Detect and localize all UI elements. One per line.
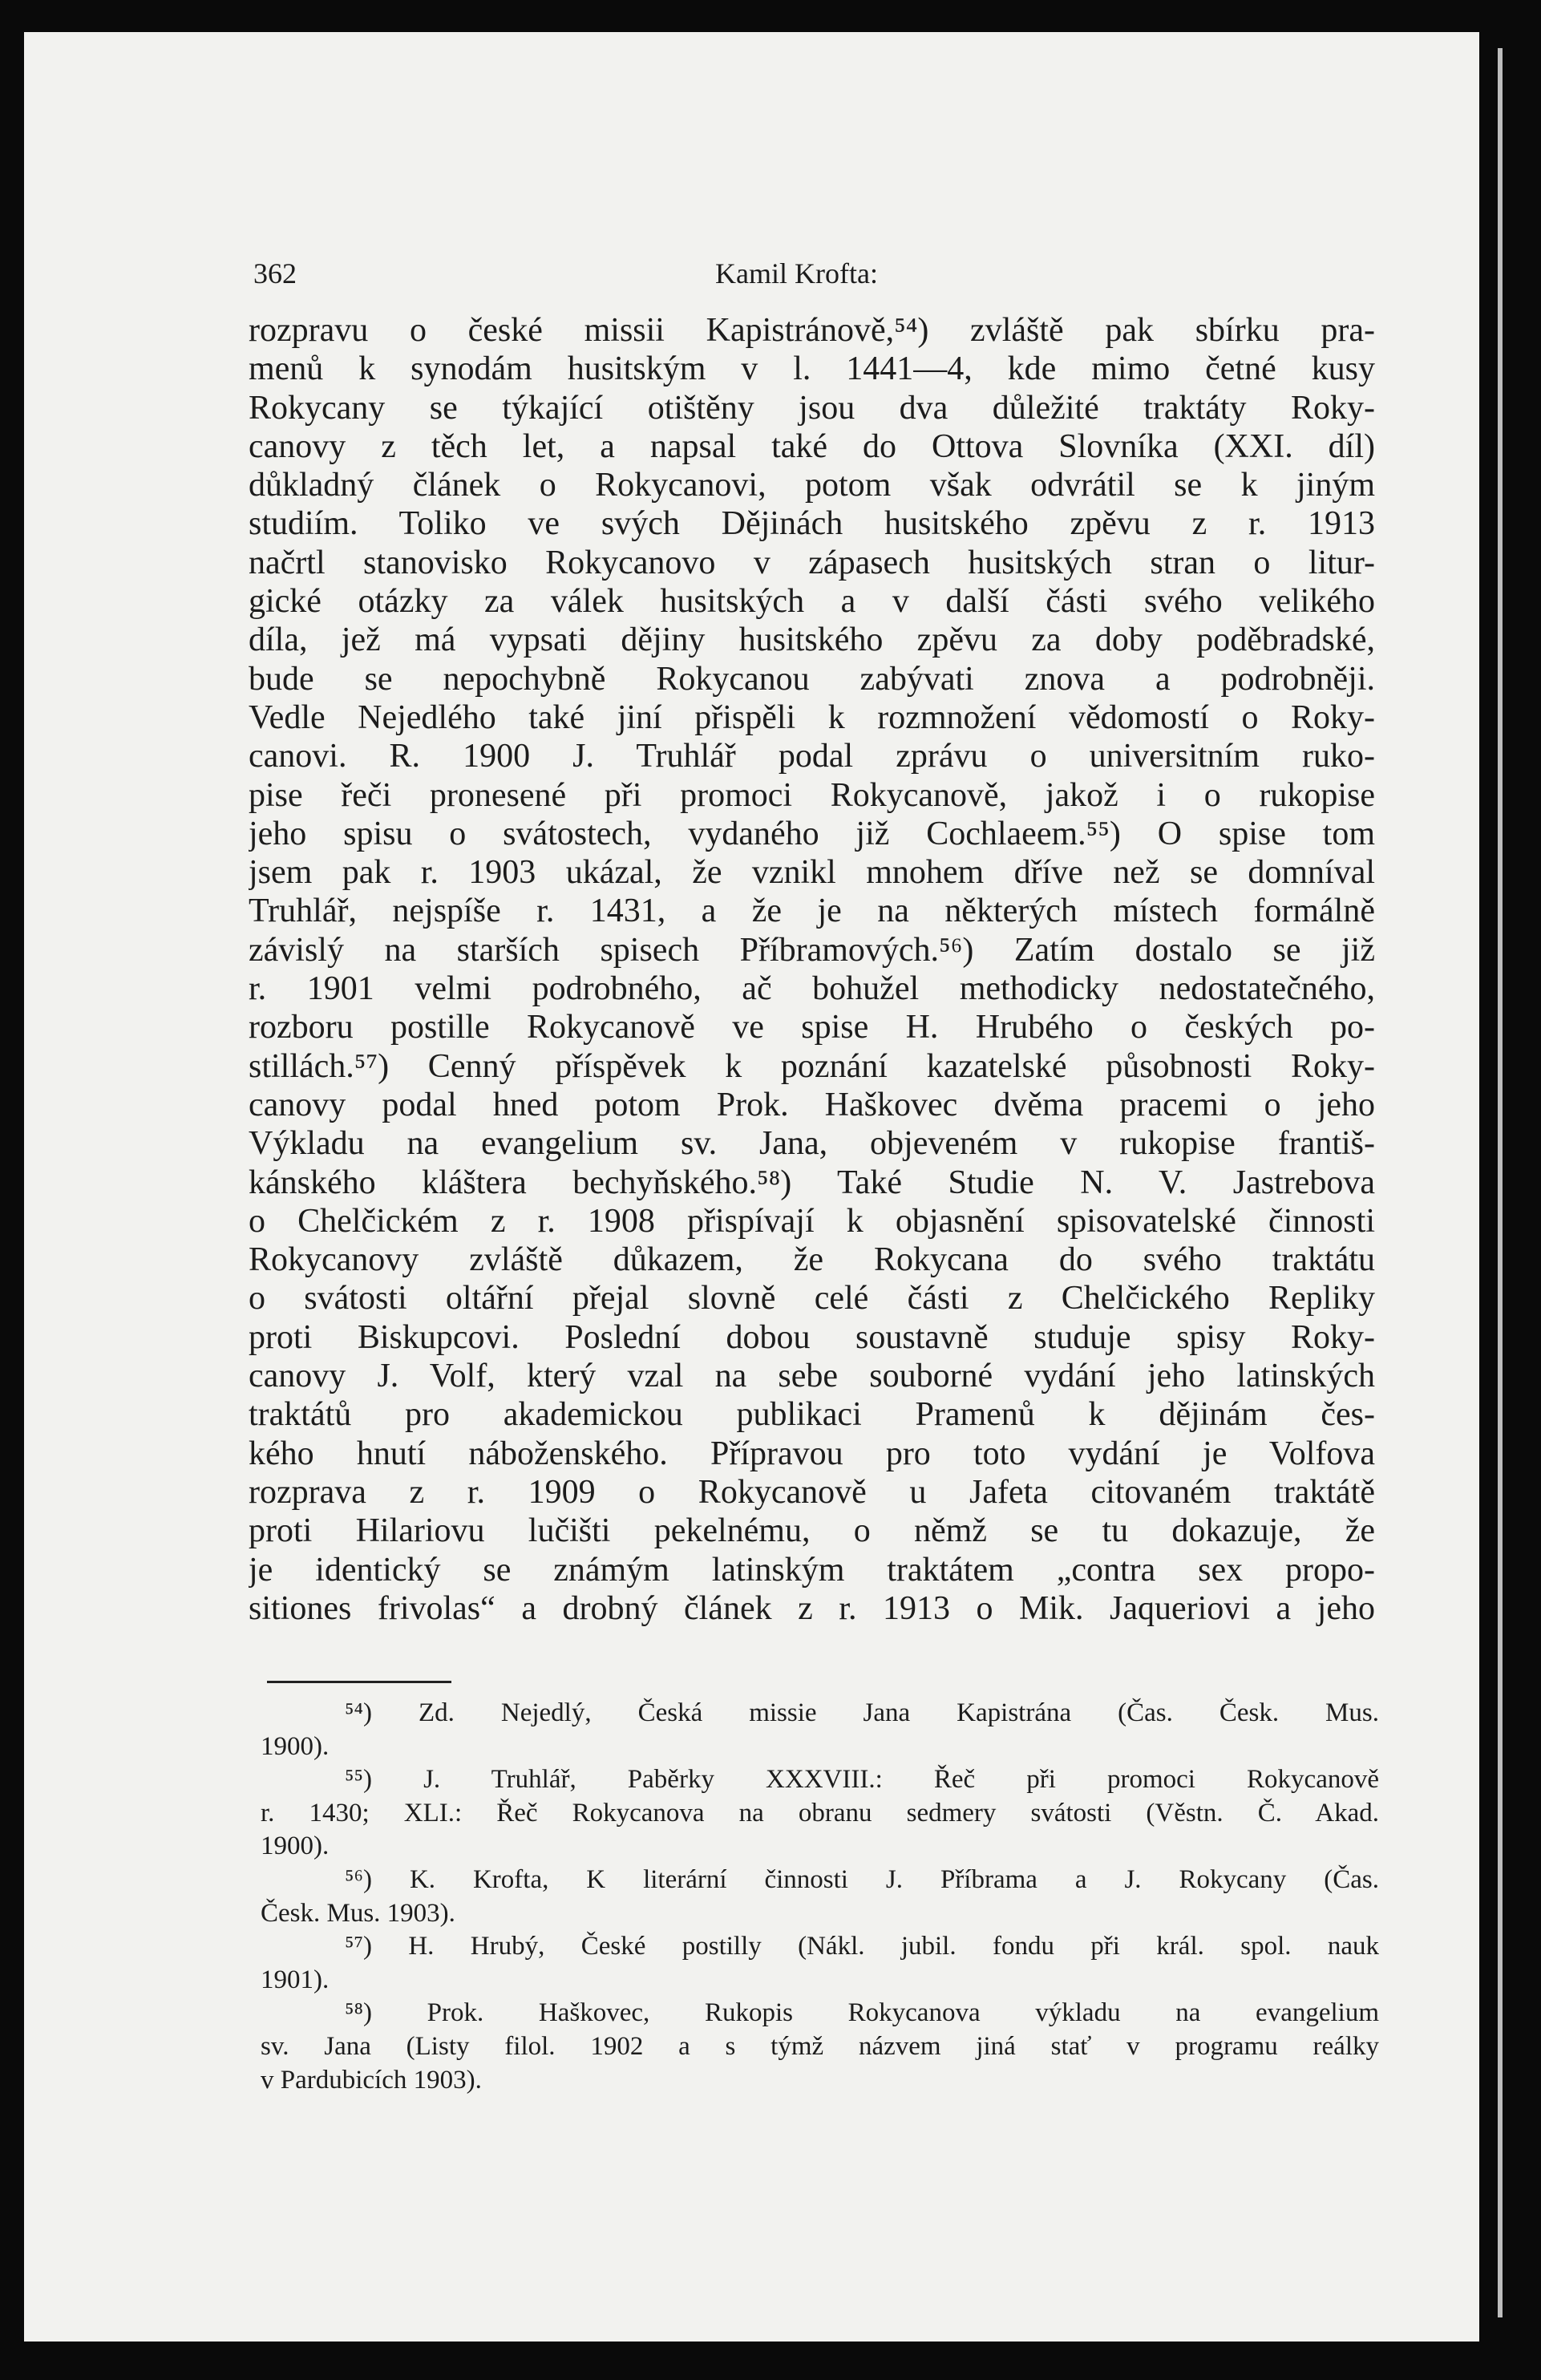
footnote-56: ⁵⁶) K. Krofta, K literární činnosti J. Příbrama a J. Rokycany (Čas. [345, 1864, 1379, 1894]
footnote-line: r. 1430; XLI.: Řeč Rokycanova na obranu sedmery svátosti (Věstn. Č. Akad. [261, 1798, 1379, 1828]
text-line: je identický se známým latinským traktátem „contra sex propo- [249, 1551, 1375, 1589]
running-title: Kamil Krofta: [715, 257, 878, 289]
text-line: canovy J. Volf, který vzal na sebe souborné vydání jeho latinských [249, 1358, 1375, 1395]
page-edge-line [1498, 48, 1503, 2317]
text-line: canovy z těch let, a napsal také do Ottova Slovníka (XXI. díl) [249, 427, 1375, 465]
text-line: Vedle Nejedlého také jiní přispěli k rozmnožení vědomostí o Roky- [249, 698, 1375, 736]
text-line: sitiones frivolas“ a drobný článek z r. 1913 o Mik. Jaqueriovi a jeho [249, 1589, 1375, 1627]
text-line: canovy podal hned potom Prok. Haškovec dvěma pracemi o jeho [249, 1086, 1375, 1123]
text-line: kánského kláštera bechyňského.⁵⁸) Také Studie N. V. Jastrebova [249, 1164, 1375, 1201]
footnote-57: ⁵⁷) H. Hrubý, České postilly (Nákl. jubil. fondu při král. spol. nauk [345, 1932, 1379, 1961]
text-line: Výkladu na evangelium sv. Jana, objeveném v rukopise františ- [249, 1125, 1375, 1163]
footnote-line: 1901). [261, 1965, 330, 1994]
text-line: gické otázky za válek husitských a v další části svého velikého [249, 583, 1375, 621]
body-text [249, 311, 1375, 1628]
footnote-54: ⁵⁴) Zd. Nejedlý, Česká missie Jana Kapistrána (Čas. Česk. Mus. [345, 1698, 1379, 1727]
footnote-58: ⁵⁸) Prok. Haškovec, Rukopis Rokycanova výkladu na evangelium [345, 1998, 1379, 2028]
text-line: o svátosti oltářní přejal slovně celé části z Chelčického Repliky [249, 1280, 1375, 1318]
text-line: jeho spisu o svátostech, vydaného již Cochlaeem.⁵⁵) O spise tom [249, 815, 1375, 852]
text-line: rozboru postille Rokycanově ve spise H. Hrubého o českých po- [249, 1009, 1375, 1046]
footnote-line: v Pardubicích 1903). [261, 2065, 482, 2095]
text-line: stillách.⁵⁷) Cenný příspěvek k poznání kazatelské působnosti Roky- [249, 1047, 1375, 1085]
text-line: r. 1901 velmi podrobného, ač bohužel methodicky nedostatečného, [249, 970, 1375, 1008]
footnote-line: 1900). [261, 1832, 330, 1861]
text-line: proti Biskupcovi. Poslední dobou soustavně studuje spisy Roky- [249, 1318, 1375, 1356]
footnote-line: Česk. Mus. 1903). [261, 1898, 455, 1928]
footnotes [261, 1697, 1379, 2097]
text-line: studiím. Toliko ve svých Dějinách husitského zpěvu z r. 1913 [249, 505, 1375, 543]
footnote-55: ⁵⁵) J. Truhlář, Paběrky XXXVIII.: Řeč při promoci Rokycanově [345, 1765, 1379, 1795]
page-number: 362 [253, 257, 297, 289]
footnote-line: sv. Jana (Listy filol. 1902 a s týmž názvem jiná stať v programu reálky [261, 2031, 1379, 2061]
text-line: závislý na starších spisech Příbramových.⁵⁶) Zatím dostalo se již [249, 931, 1375, 969]
text-line: Truhlář, nejspíše r. 1431, a že je na některých místech formálně [249, 892, 1375, 930]
text-line: díla, jež má vypsati dějiny husitského zpěvu za doby poděbradské, [249, 621, 1375, 659]
text-line: traktátů pro akademickou publikaci Pramenů k dějinám čes- [249, 1396, 1375, 1434]
text-line: rozprava z r. 1909 o Rokycanově u Jafeta citovaném traktátě [249, 1473, 1375, 1511]
text-line: o Chelčickém z r. 1908 přispívají k objasnění spisovatelské činnosti [249, 1202, 1375, 1240]
text-line: Rokycanovy zvláště důkazem, že Rokycana do svého traktátu [249, 1241, 1375, 1279]
text-line: jsem pak r. 1903 ukázal, že vznikl mnohem dříve než se domníval [249, 854, 1375, 892]
text-line: proti Hilariovu lučišti pekelnému, o němž se tu dokazuje, že [249, 1512, 1375, 1550]
footnote-separator [267, 1681, 451, 1683]
text-line: bude se nepochybně Rokycanou zabývati znova a podrobněji. [249, 660, 1375, 698]
text-line: menů k synodám husitským v l. 1441—4, kde mimo četné kusy [249, 350, 1375, 388]
footnote-line: 1900). [261, 1731, 330, 1761]
text-line: důkladný článek o Rokycanovi, potom však odvrátil se k jiným [249, 467, 1375, 504]
text-line: načrtl stanovisko Rokycanovo v zápasech husitských stran o litur- [249, 544, 1375, 581]
text-line: rozpravu o české missii Kapistránově,⁵⁴) zvláště pak sbírku pra- [249, 312, 1375, 349]
text-line: canovi. R. 1900 J. Truhlář podal zprávu o universitním ruko- [249, 738, 1375, 775]
running-head [253, 257, 1504, 305]
text-line: Rokycany se týkající otištěny jsou dva důležité traktáty Roky- [249, 389, 1375, 427]
text-line: kého hnutí náboženského. Přípravou pro toto vydání je Volfova [249, 1435, 1375, 1472]
text-line: pise řeči pronesené při promoci Rokycanově, jakož i o rukopise [249, 776, 1375, 814]
